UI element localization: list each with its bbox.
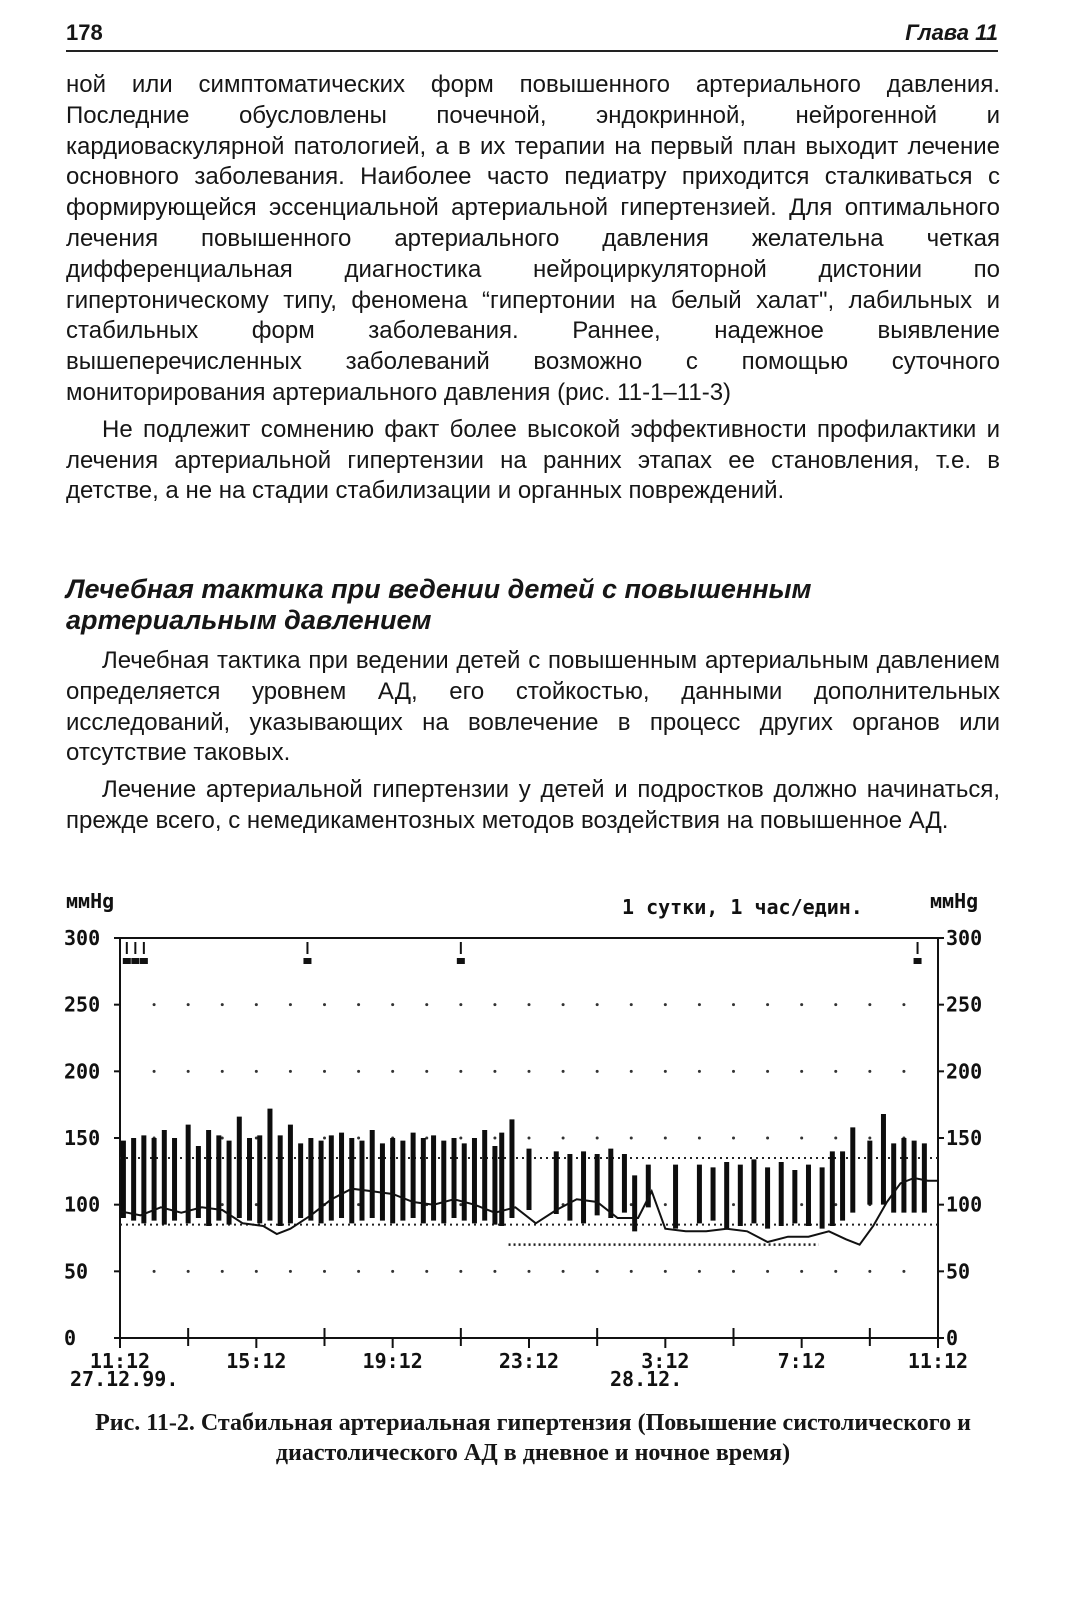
y-tick-label-left: 150 bbox=[64, 1126, 101, 1150]
y-tick-label-left: 200 bbox=[64, 1059, 101, 1084]
grid-dot bbox=[698, 1137, 701, 1140]
body-text-top bbox=[66, 70, 1000, 507]
event-marker-block bbox=[457, 958, 465, 964]
grid-dot bbox=[391, 1270, 394, 1273]
grid-dot bbox=[766, 1070, 769, 1073]
x-tick-label: 15:12 bbox=[226, 1349, 287, 1373]
grid-dot bbox=[732, 1203, 735, 1206]
grid-dot bbox=[391, 1003, 394, 1006]
grid-dot bbox=[596, 1270, 599, 1273]
bp-monitoring-chart bbox=[62, 890, 1002, 1415]
grid-dot bbox=[766, 1003, 769, 1006]
event-marker-block bbox=[131, 958, 139, 964]
paragraph: ной или симптоматических форм повышенного артериального давления. Последние обусловлены почечной, эндокринной, нейрогенной и кардиоваскулярной патологией, а в их терапии на первый план выходит лечение основного заболевания. Наиболее часто педиатру приходится сталкиваться с формирующейся эссенциальной артериальной гипертензией. Для оптимального лечения повышенного артериального давления желательна четкая дифференциальная диагностика нейроциркуляторной дистонии по гипертоническому типу, феномена “гипертонии на белый халат", лабильных и стабильных форм заболевания. Раннее, надежное выявление вышеперечисленных заболеваний возможно с помощью суточного мониторирования артериального давления (рис. 11-1–11-3) bbox=[66, 71, 1000, 406]
grid-dot bbox=[153, 1270, 156, 1273]
grid-dot bbox=[664, 1137, 667, 1140]
grid-dot bbox=[221, 1070, 224, 1073]
page-header bbox=[66, 20, 998, 52]
grid-dot bbox=[766, 1137, 769, 1140]
x-tick-label: 11:12 bbox=[907, 1349, 969, 1373]
y-tick-label-left: 0 bbox=[64, 1326, 77, 1350]
grid-dot bbox=[562, 1070, 565, 1073]
grid-dot bbox=[630, 1137, 633, 1140]
grid-dot bbox=[834, 1137, 837, 1140]
grid-dot bbox=[425, 1270, 428, 1273]
grid-dot bbox=[630, 1270, 633, 1273]
y-tick-label-left: 300 bbox=[64, 926, 101, 950]
grid-dot bbox=[425, 1003, 428, 1006]
grid-dot bbox=[391, 1070, 394, 1073]
grid-dot bbox=[357, 1137, 360, 1140]
grid-dot bbox=[187, 1270, 190, 1273]
grid-dot bbox=[493, 1137, 496, 1140]
event-marker-block bbox=[914, 958, 922, 964]
grid-dot bbox=[664, 1270, 667, 1273]
grid-dot bbox=[187, 1070, 190, 1073]
paragraph: Лечение артериальной гипертензии у детей и подростков должно начинаться, прежде всего, с немедикаментозных методов воздействия на повышенное АД. bbox=[66, 776, 1000, 834]
grid-dot bbox=[528, 1137, 531, 1140]
y-tick-label-right: 50 bbox=[946, 1259, 971, 1284]
chart-svg bbox=[62, 890, 1002, 1415]
event-marker-block bbox=[140, 958, 148, 964]
grid-dot bbox=[255, 1070, 258, 1073]
x-tick-label: 7:12 bbox=[777, 1349, 826, 1373]
grid-dot bbox=[902, 1070, 905, 1073]
grid-dot bbox=[698, 1270, 701, 1273]
grid-dot bbox=[528, 1003, 531, 1006]
paragraph: Лечебная тактика при ведении детей с повышенным артериальным давлением определяется уровнем АД, его стойкостью, данными дополнительных исследований, указывающих на вовлечение в процесс других органов или отсутствие таковых. bbox=[66, 647, 1000, 767]
grid-dot bbox=[834, 1003, 837, 1006]
grid-dot bbox=[528, 1270, 531, 1273]
y-tick-label-right: 0 bbox=[946, 1326, 959, 1350]
grid-dot bbox=[153, 1003, 156, 1006]
grid-dot bbox=[800, 1003, 803, 1006]
grid-dot bbox=[698, 1003, 701, 1006]
y-unit-left: ммHg bbox=[66, 890, 115, 913]
grid-dot bbox=[698, 1070, 701, 1073]
grid-dot bbox=[562, 1270, 565, 1273]
figure-caption: Рис. 11-2. Стабильная артериальная гипертензия (Повышение систолического и диастолического АД в дневное и ночное время) bbox=[95, 1410, 971, 1466]
grid-dot bbox=[459, 1137, 462, 1140]
grid-dot bbox=[289, 1070, 292, 1073]
grid-dot bbox=[868, 1070, 871, 1073]
y-unit-right: ммHg bbox=[930, 890, 979, 913]
scale-note: 1 сутки, 1 час/един. bbox=[622, 895, 863, 919]
grid-dot bbox=[766, 1270, 769, 1273]
x-tick-label: 3:12 bbox=[641, 1349, 690, 1373]
grid-dot bbox=[868, 1003, 871, 1006]
event-marker-block bbox=[303, 958, 311, 964]
grid-dot bbox=[289, 1003, 292, 1006]
y-tick-label-right: 100 bbox=[946, 1192, 983, 1217]
grid-dot bbox=[664, 1003, 667, 1006]
y-tick-label-right: 250 bbox=[946, 992, 983, 1017]
grid-dot bbox=[732, 1137, 735, 1140]
date-label-start: 27.12.99. bbox=[70, 1367, 179, 1391]
grid-dot bbox=[425, 1070, 428, 1073]
grid-dot bbox=[357, 1070, 360, 1073]
grid-dot bbox=[596, 1003, 599, 1006]
grid-dot bbox=[630, 1070, 633, 1073]
grid-dot bbox=[493, 1003, 496, 1006]
grid-dot bbox=[800, 1137, 803, 1140]
grid-dot bbox=[732, 1070, 735, 1073]
grid-dot bbox=[323, 1270, 326, 1273]
grid-dot bbox=[289, 1270, 292, 1273]
y-tick-label-left: 50 bbox=[64, 1259, 89, 1284]
y-tick-label-left: 100 bbox=[64, 1192, 101, 1217]
grid-dot bbox=[255, 1003, 258, 1006]
grid-dot bbox=[221, 1003, 224, 1006]
grid-dot bbox=[323, 1137, 326, 1140]
grid-dot bbox=[596, 1070, 599, 1073]
grid-dot bbox=[834, 1070, 837, 1073]
y-tick-label-right: 300 bbox=[946, 926, 983, 950]
grid-dot bbox=[493, 1070, 496, 1073]
grid-dot bbox=[630, 1003, 633, 1006]
grid-dot bbox=[664, 1070, 667, 1073]
page-number: 178 bbox=[66, 20, 103, 45]
grid-dot bbox=[868, 1137, 871, 1140]
grid-dot bbox=[732, 1003, 735, 1006]
grid-dot bbox=[493, 1270, 496, 1273]
grid-dot bbox=[562, 1137, 565, 1140]
grid-dot bbox=[902, 1003, 905, 1006]
grid-dot bbox=[732, 1270, 735, 1273]
grid-dot bbox=[596, 1137, 599, 1140]
grid-dot bbox=[459, 1270, 462, 1273]
grid-dot bbox=[323, 1003, 326, 1006]
grid-dot bbox=[902, 1270, 905, 1273]
y-tick-label-right: 150 bbox=[946, 1126, 983, 1150]
grid-dot bbox=[459, 1003, 462, 1006]
grid-dot bbox=[323, 1070, 326, 1073]
grid-dot bbox=[153, 1070, 156, 1073]
grid-dot bbox=[528, 1070, 531, 1073]
y-tick-label-right: 200 bbox=[946, 1059, 983, 1084]
grid-dot bbox=[221, 1270, 224, 1273]
x-tick-label: 23:12 bbox=[498, 1349, 560, 1373]
grid-dot bbox=[357, 1003, 360, 1006]
grid-dot bbox=[459, 1070, 462, 1073]
grid-dot bbox=[664, 1203, 667, 1206]
date-label-next: 28.12. bbox=[610, 1367, 683, 1391]
grid-dot bbox=[357, 1270, 360, 1273]
paragraph: Не подлежит сомнению факт более высокой эффективности профилактики и лечения артериальной гипертензии на ранних этапах ее становления, т.е. в детстве, а не на стадии стабилизации и органных повреждений. bbox=[66, 415, 1000, 505]
grid-dot bbox=[800, 1203, 803, 1206]
chapter-title: Глава 11 bbox=[905, 20, 998, 45]
grid-dot bbox=[834, 1270, 837, 1273]
grid-dot bbox=[800, 1070, 803, 1073]
grid-dot bbox=[562, 1003, 565, 1006]
y-tick-label-left: 250 bbox=[64, 992, 101, 1017]
grid-dot bbox=[800, 1270, 803, 1273]
event-marker-block bbox=[123, 958, 131, 964]
body-text-bottom bbox=[66, 646, 1000, 837]
grid-dot bbox=[255, 1270, 258, 1273]
grid-dot bbox=[187, 1003, 190, 1006]
x-tick-label: 19:12 bbox=[362, 1349, 423, 1373]
section-heading: Лечебная тактика при ведении детей с повышенным артериальным давлением bbox=[66, 574, 812, 635]
x-tick-label: 11:12 bbox=[89, 1349, 151, 1373]
grid-dot bbox=[868, 1270, 871, 1273]
